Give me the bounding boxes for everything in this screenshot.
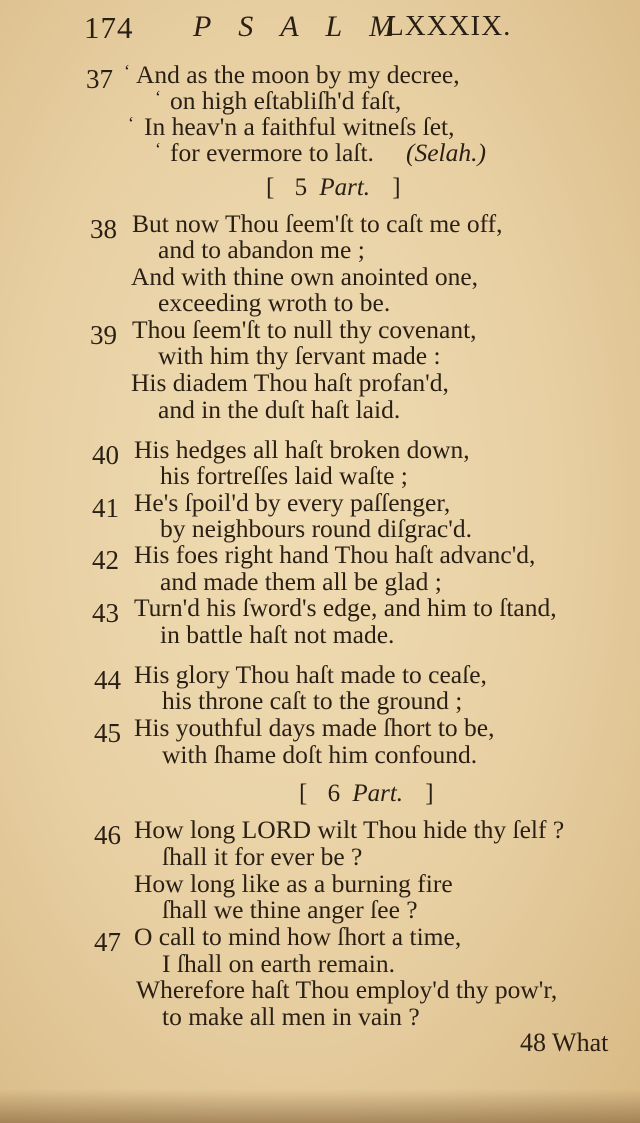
verse-number: 37 bbox=[86, 64, 113, 94]
verse-line: in battle haſt not made. bbox=[160, 620, 395, 649]
verse-line: to make all men in vain ? bbox=[162, 1002, 420, 1031]
verse-line: How long LORD wilt Thou hide thy ſelf ? bbox=[134, 815, 565, 844]
verse-line: and in the duſt haſt laid. bbox=[158, 395, 401, 424]
verse-number: 38 bbox=[90, 214, 117, 244]
quote-mark: ‘ bbox=[128, 113, 134, 133]
verse-line: by neighbours round diſgrac'd. bbox=[160, 514, 472, 543]
part-heading bbox=[266, 175, 401, 200]
quote-mark: ‘ bbox=[155, 87, 161, 107]
verse-number: 45 bbox=[94, 718, 121, 748]
part-heading bbox=[299, 781, 434, 806]
verse-line: and made them all be glad ; bbox=[160, 567, 442, 596]
part-label: Part. bbox=[352, 780, 404, 807]
verse-line: How long like as a burning fire bbox=[134, 869, 453, 898]
verse-line: his throne caſt to the ground ; bbox=[162, 686, 463, 715]
verse-line: His diadem Thou haſt profan'd, bbox=[131, 368, 449, 397]
verse-line: Turn'd his ſword's edge, and him to ſtand, bbox=[134, 593, 557, 622]
verse-line: And with thine own anointed one, bbox=[131, 262, 479, 291]
verse-line: and to abandon me ; bbox=[158, 235, 365, 264]
verse-line: His hedges all haſt broken down, bbox=[134, 435, 470, 464]
page-number: 174 bbox=[84, 10, 134, 45]
bracket: ] bbox=[425, 780, 434, 807]
verse-line: He's ſpoil'd by every paſſenger, bbox=[134, 488, 451, 517]
verse-line: Thou ſeem'ſt to null thy covenant, bbox=[132, 315, 477, 344]
quote-mark: ‘ bbox=[124, 61, 130, 81]
verse-number: 39 bbox=[90, 320, 117, 350]
verse-line: His foes right hand Thou haſt advanc'd, bbox=[134, 540, 536, 569]
verse-number: 42 bbox=[92, 545, 119, 575]
verse-line: with ſhame doſt him confound. bbox=[162, 740, 478, 769]
verse-line: O call to mind how ſhort a time, bbox=[134, 922, 462, 951]
verse-line: with him thy ſervant made : bbox=[158, 341, 441, 370]
verse-line: for evermore to laſt. bbox=[170, 138, 374, 167]
quote-mark: ‘ bbox=[155, 139, 161, 159]
verse-number: 43 bbox=[92, 598, 119, 628]
selah-note: (Selah.) bbox=[406, 138, 487, 167]
bracket: ] bbox=[392, 174, 401, 201]
verse-line: His glory Thou haſt made to ceaſe, bbox=[134, 660, 487, 689]
verse-number: 44 bbox=[94, 665, 121, 695]
verse-number: 41 bbox=[92, 493, 119, 523]
verse-line: ſhall it for ever be ? bbox=[162, 842, 363, 871]
verse-line: His youthful days made ſhort to be, bbox=[134, 713, 495, 742]
verse-line: his fortreſſes laid waſte ; bbox=[160, 461, 408, 490]
bracket: [ bbox=[266, 174, 275, 201]
verse-line: In heav'n a faithful witneſs ſet, bbox=[144, 112, 455, 141]
catchword: 48 What bbox=[520, 1028, 609, 1057]
part-label: Part. bbox=[319, 174, 371, 201]
bracket: [ bbox=[299, 780, 308, 807]
psalm-number: LXXXIX. bbox=[386, 10, 512, 42]
page-title: P S A L M bbox=[193, 10, 405, 43]
part-number: 6 bbox=[327, 780, 341, 807]
running-header bbox=[0, 8, 640, 48]
verse-line: ſhall we thine anger ſee ? bbox=[162, 895, 418, 924]
verse-line: I ſhall on earth remain. bbox=[162, 949, 395, 978]
part-number: 5 bbox=[294, 174, 308, 201]
page-edge-shadow bbox=[0, 1089, 640, 1123]
verse-line: exceeding wroth to be. bbox=[158, 288, 391, 317]
verse-line: on high eſtabliſh'd faſt, bbox=[170, 86, 402, 115]
verse-number: 46 bbox=[94, 820, 121, 850]
verse-line: Wherefore haſt Thou employ'd thy pow'r, bbox=[136, 975, 558, 1004]
verse-line: But now Thou ſeem'ſt to caſt me off, bbox=[132, 209, 503, 238]
verse-line: And as the moon by my decree, bbox=[136, 60, 460, 89]
verse-number: 40 bbox=[92, 440, 119, 470]
verse-number: 47 bbox=[94, 927, 121, 957]
